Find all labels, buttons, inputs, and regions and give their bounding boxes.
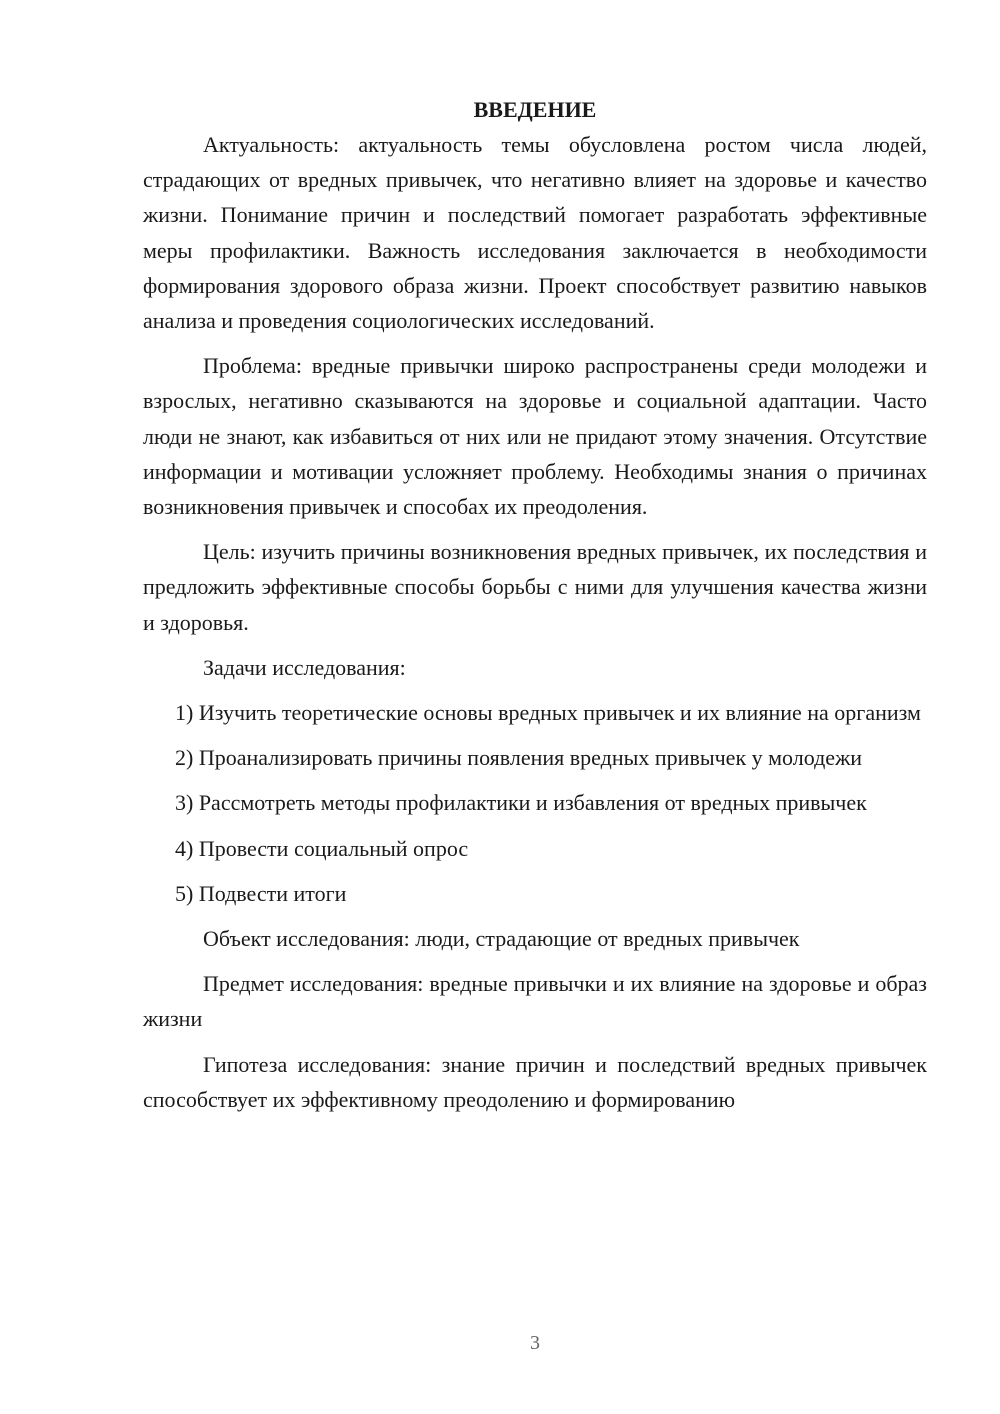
page-title: ВВЕДЕНИЕ: [473, 97, 597, 122]
object-paragraph: Объект исследования: люди, страдающие от вредных привычек: [203, 926, 800, 952]
document-page: [143, 92, 927, 1117]
task-item-5: 5) Подвести итоги: [175, 880, 347, 906]
task-item-1: 1) Изучить теоретические основы вредных привычек и их влияние на организм: [175, 700, 921, 726]
problem-paragraph: Проблема: вредные привычки широко распространены среди молодежи и взрослых, негативно сказываются на здоровье и социальной адаптации. Часто люди не знают, как избавиться от них или не придают этому значения. Отсутствие информации и мотивации усложняет проблему. Необходимы знания о причинах возникновения привычек и способах их преодоления.: [143, 353, 927, 520]
tasks-title: Задачи исследования:: [203, 654, 406, 680]
relevance-paragraph: Актуальность: актуальность темы обусловлена ростом числа людей, страдающих от вредных привычек, что негативно влияет на здоровье и качество жизни. Понимание причин и последствий помогает разработать эффективные меры профилактики. Важность исследования заключается в необходимости формирования здорового образа жизни. Проект способствует развитию навыков анализа и проведения социологических исследований.: [143, 132, 927, 334]
task-item-3: 3) Рассмотреть методы профилактики и избавления от вредных привычек: [175, 790, 867, 816]
task-item-2: 2) Проанализировать причины появления вредных привычек у молодежи: [175, 745, 863, 771]
subject-paragraph: Предмет исследования: вредные привычки и их влияние на здоровье и образ жизни: [143, 971, 927, 1032]
page-number: 3: [530, 1332, 540, 1354]
goal-paragraph: Цель: изучить причины возникновения вредных привычек, их последствия и предложить эффективные способы борьбы с ними для улучшения качества жизни и здоровья.: [143, 539, 927, 635]
task-item-4: 4) Провести социальный опрос: [175, 835, 469, 861]
hypothesis-paragraph: Гипотеза исследования: знание причин и последствий вредных привычек способствует их эффективному преодолению и формированию: [143, 1051, 927, 1112]
